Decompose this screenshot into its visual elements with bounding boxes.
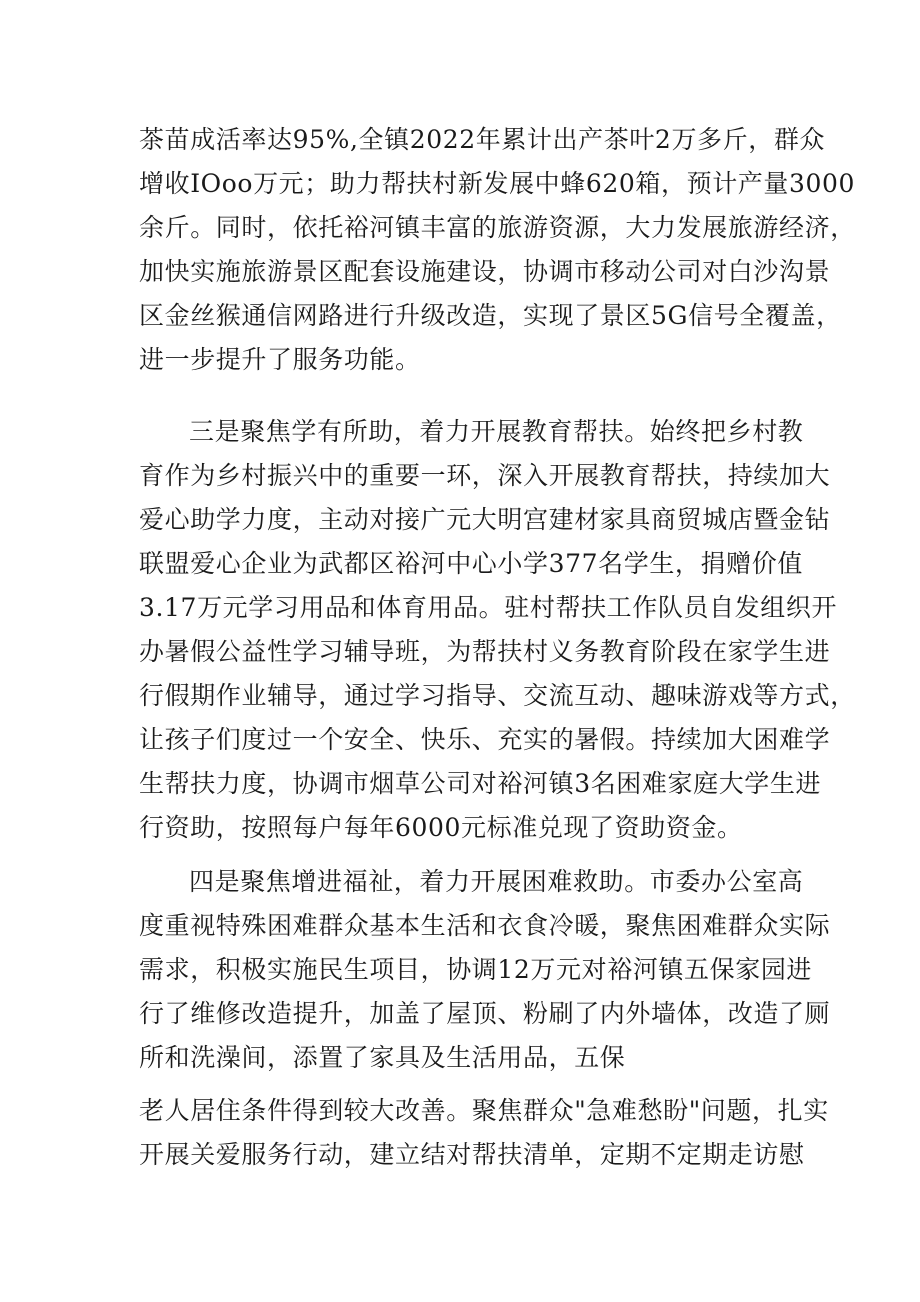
paragraph-heading-line: 三是聚焦学有所助，着力开展教育帮扶。始终把乡村教 — [189, 417, 804, 446]
text-line: 茶苗成活率达95%,全镇2022年累计出产茶叶2万多斤，群众 — [139, 125, 826, 154]
text-line: 行资助，按照每户每年6000元标准兑现了资助资金。 — [139, 813, 743, 842]
text-line: 3.17万元学习用品和体育用品。驻村帮扶工作队员自发组织开 — [139, 593, 838, 622]
text-line: 让孩子们度过一个安全、快乐、充实的暑假。持续加大困难学 — [139, 725, 831, 754]
text-line: 增收IOoo万元；助力帮扶村新发展中蜂620箱，预计产量3000 — [139, 169, 856, 198]
text-line: 进一步提升了服务功能。 — [139, 345, 421, 374]
text-line: 行了维修改造提升，加盖了屋顶、粉刷了内外墙体，改造了厕 — [139, 999, 831, 1028]
text-line: 联盟爱心企业为武都区裕河中心小学377名学生，捐赠价值 — [139, 549, 803, 578]
text-line: 办暑假公益性学习辅导班，为帮扶村义务教育阶段在家学生进 — [139, 637, 831, 666]
text-line: 育作为乡村振兴中的重要一环，深入开展教育帮扶，持续加大 — [139, 461, 831, 490]
text-line: 生帮扶力度，协调市烟草公司对裕河镇3名困难家庭大学生进 — [139, 769, 822, 798]
text-line: 需求，积极实施民生项目，协调12万元对裕河镇五保家园进 — [139, 955, 813, 984]
text-line: 度重视特殊困难群众基本生活和衣食冷暖，聚焦困难群众实际 — [139, 911, 831, 940]
text-line: 开展关爱服务行动，建立结对帮扶清单，定期不定期走访慰 — [139, 1140, 805, 1169]
text-line: 爱心助学力度，主动对接广元大明宫建材家具商贸城店暨金钻 — [139, 505, 831, 534]
text-line: 所和洗澡间，添置了家具及生活用品，五保 — [139, 1043, 626, 1072]
text-line: 加快实施旅游景区配套设施建设，协调市移动公司对白沙沟景 — [139, 257, 831, 286]
text-line: 余斤。同时，依托裕河镇丰富的旅游资源，大力发展旅游经济， — [139, 213, 856, 242]
text-line: 区金丝猴通信网路进行升级改造，实现了景区5G信号全覆盖， — [139, 301, 842, 330]
text-line: 行假期作业辅导，通过学习指导、交流互动、趣味游戏等方式， — [139, 681, 856, 710]
paragraph-heading-line: 四是聚焦增进福祉，着力开展困难救助。市委办公室高 — [189, 867, 804, 896]
text-line: 老人居住条件得到较大改善。聚焦群众"急难愁盼"问题，扎实 — [139, 1096, 829, 1125]
